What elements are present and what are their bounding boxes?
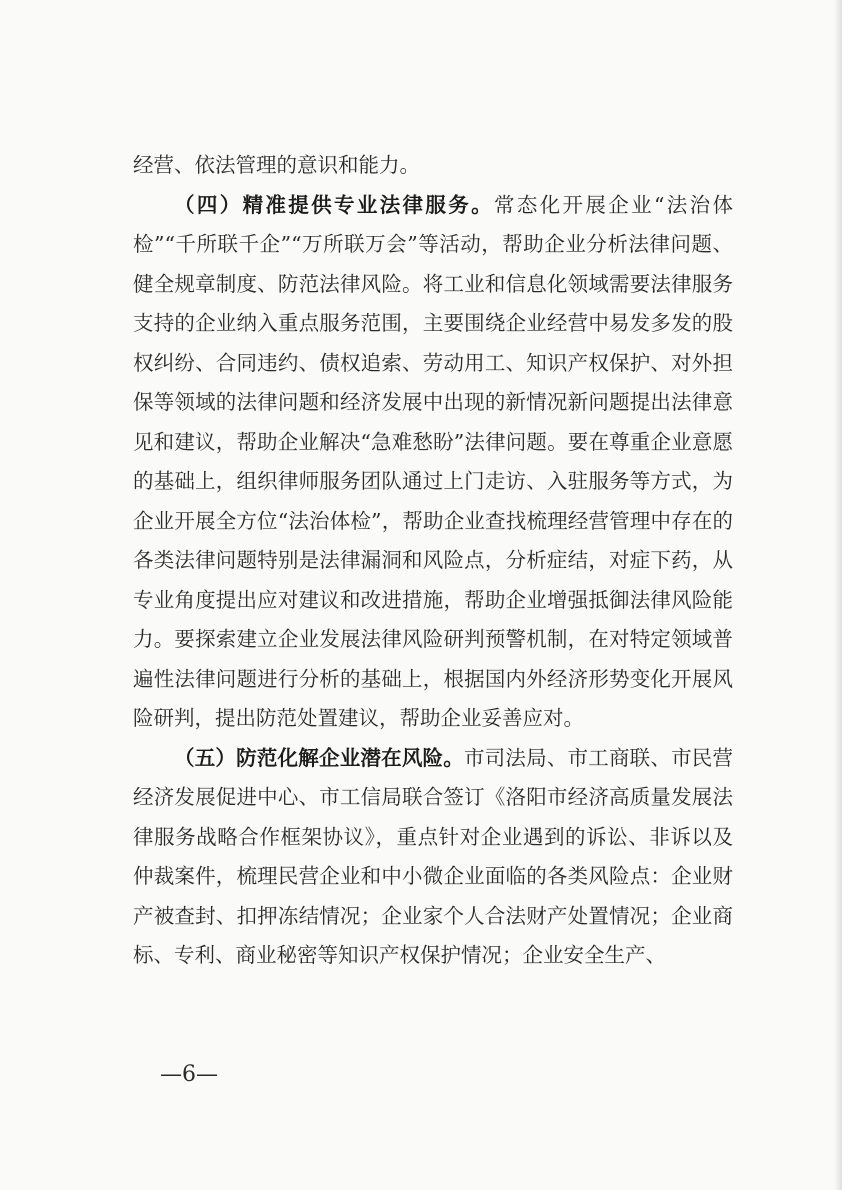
section-heading: （四）精准提供专业法律服务。 — [174, 192, 494, 217]
section-heading: （五）防范化解企业潜在风险。 — [174, 745, 464, 770]
paragraph-section-5 — [133, 739, 733, 976]
paragraph-section-4 — [133, 186, 733, 739]
paragraph-continuation — [133, 146, 733, 186]
paragraph-text: 常态化开展企业“法治体检”“千所联千企”“万所联万会”等活动，帮助企业分析法律问题、健全规章制度、防范法律风险。将工业和信息化领域需要法律服务支持的企业纳入重点服务范围，主要围绕企业经营中易发多发的股权纠纷、合同违约、债权追索、劳动用工、知识产权保护、对外担保等领域的法律问题和经济发展中出现的新情况新问题提出法律意见和建议，帮助企业解决“急难愁盼”法律问题。要在尊重企业意愿的基础上，组织律师服务团队通过上门走访、入驻服务等方式，为企业开展全方位“法治体检”，帮助企业查找梳理经营管理中存在的各类法律问题特别是法律漏洞和风险点，分析症结，对症下药，从专业角度提出应对建议和改进措施，帮助企业增强抵御法律风险能力。要探索建立企业发展法律风险研判预警机制，在对特定领域普遍性法律问题进行分析的基础上，根据国内外经济形势变化开展风险研判，提出防范处置建议，帮助企业妥善应对。 — [133, 192, 733, 730]
paragraph-text: 市司法局、市工商联、市民营经济发展促进中心、市工信局联合签订《洛阳市经济高质量发展法律服务战略合作框架协议》，重点针对企业遇到的诉讼、非诉以及仲裁案件，梳理民营企业和中小微企业面临的各类风险点：企业财产被查封、扣押冻结情况；企业家个人合法财产处置情况；企业商标、专利、商业秘密等知识产权保护情况；企业安全生产、 — [133, 745, 734, 967]
paragraph-text: 经营、依法管理的意识和能力。 — [133, 153, 420, 177]
page-number: —6— — [160, 1062, 218, 1087]
document-body — [133, 146, 733, 976]
